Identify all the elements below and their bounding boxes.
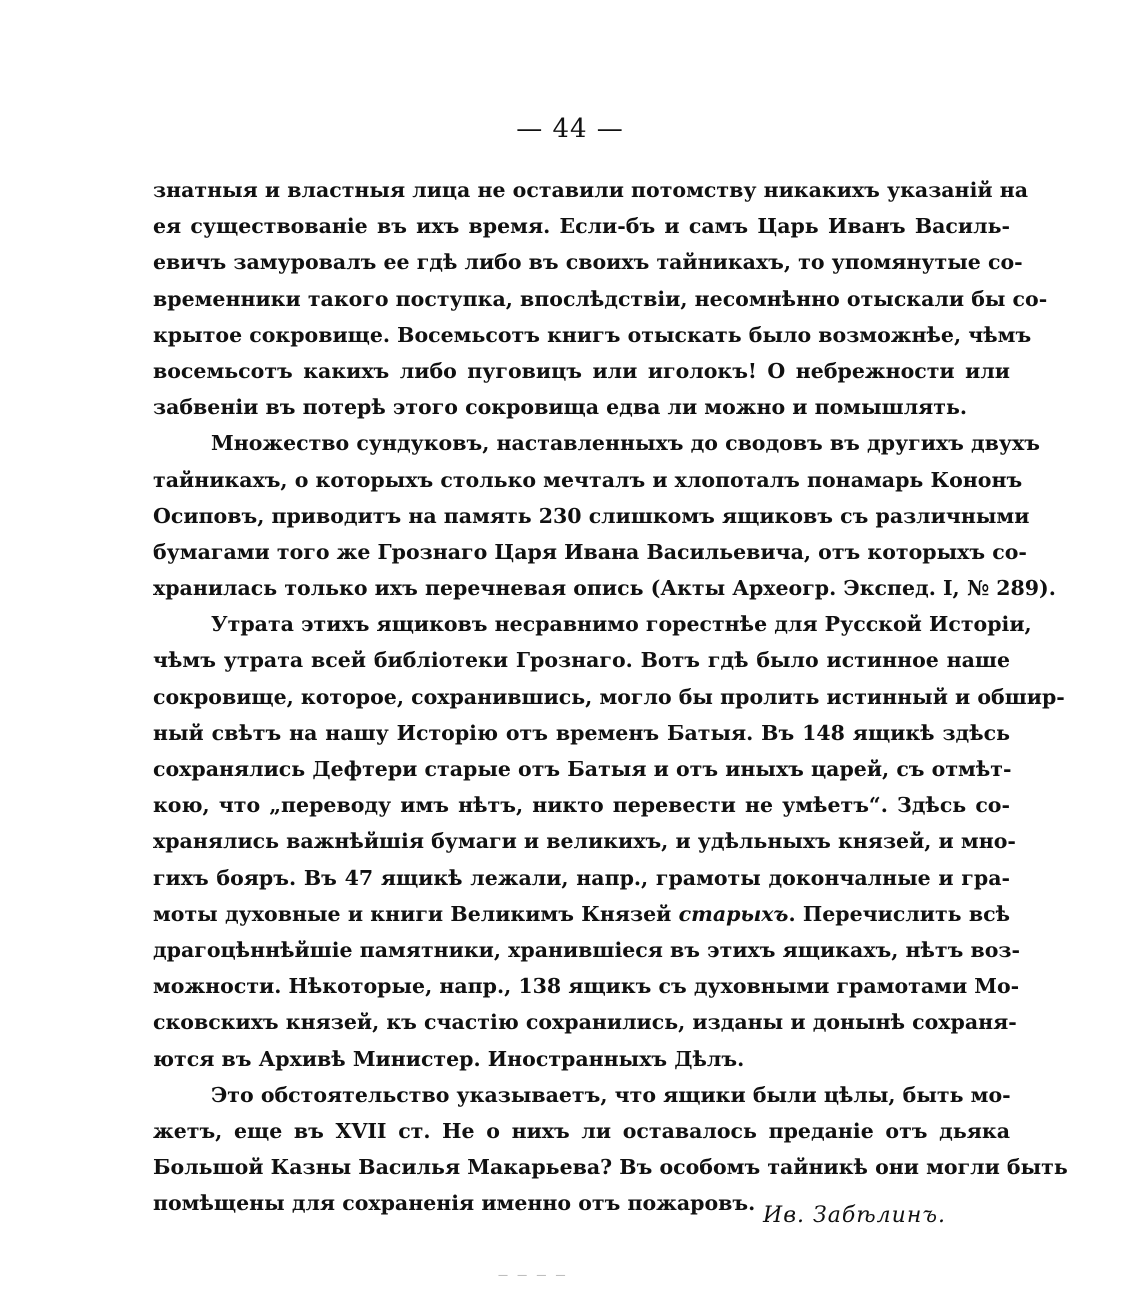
- text-line: сковскихъ князей, къ счастію сохранились, изданы и донынѣ сохраня-: [153, 1010, 1017, 1035]
- text-line: евичъ замуровалъ ее гдѣ либо въ своихъ тайникахъ, то упомянутые со-: [153, 250, 1023, 275]
- text-line: восемьсотъ какихъ либо пуговицъ или иголокъ! О небрежности или: [153, 358, 1010, 383]
- text-line: кою, что „переводу имъ нѣтъ, никто перевести не умѣетъ“. Здѣсь со-: [153, 793, 1010, 818]
- text-line: ный свѣтъ на нашу Исторію отъ временъ Батыя. Въ 148 ящикѣ здѣсь: [153, 720, 1010, 745]
- body-text: [153, 172, 1068, 1221]
- text-line: тайникахъ, о которыхъ столько мечталъ и хлопоталъ понамарь Кононъ: [153, 467, 1023, 492]
- text-line: забвеніи въ потерѣ этого сокровища едва ли можно и помышлять.: [153, 395, 968, 420]
- text-line: [153, 896, 1010, 932]
- bottom-rule-decoration: — — — —: [498, 1270, 569, 1281]
- text-line: знатныя и властныя лица не оставили потомству никакихъ указаній на: [153, 178, 1028, 202]
- text-line: ея существованіе въ ихъ время. Если-бъ и самъ Царь Иванъ Василь-: [153, 214, 1010, 239]
- text-line: гихъ бояръ. Въ 47 ящикѣ лежали, напр., грамоты докончалные и гра-: [153, 865, 1010, 890]
- text-line: хранилась только ихъ перечневая опись (Акты Археогр. Экспед. I, № 289).: [153, 576, 1056, 601]
- text-line: можности. Нѣкоторые, напр., 138 ящикъ съ духовными грамотами Мо-: [153, 974, 1020, 999]
- text-line: жетъ, еще въ XVII ст. Не о нихъ ли оставалось преданіе отъ дьяка: [153, 1118, 1010, 1143]
- text-line: Утрата этихъ ящиковъ несравнимо горестнѣе для Русской Исторіи,: [211, 612, 1032, 637]
- text-line: чѣмъ утрата всей библіотеки Грознаго. Вотъ гдѣ было истинное наше: [153, 648, 1010, 673]
- text-line: временники такого поступка, впослѣдствіи, несомнѣнно отыскали бы со-: [153, 286, 1048, 311]
- text-line: крытое сокровище. Восемьсотъ книгъ отыскать было возможнѣе, чѣмъ: [153, 322, 1032, 347]
- text-line: помѣщены для сохраненія именно отъ пожаровъ.: [153, 1191, 756, 1216]
- text-segment: . Перечислить всѣ: [788, 901, 1011, 926]
- text-line: сокровище, которое, сохранившись, могло бы пролить истинный и обшир-: [153, 684, 1065, 709]
- italic-word: старыхъ: [678, 901, 789, 926]
- text-segment: моты духовные и книги Великимъ Князей: [153, 901, 672, 926]
- text-line: ются въ Архивѣ Министер. Иностранныхъ Дѣлъ.: [153, 1046, 745, 1071]
- text-line: хранялись важнѣйшія бумаги и великихъ, и удѣльныхъ князей, и мно-: [153, 829, 1016, 854]
- text-line: сохранялись Дефтери старые отъ Батыя и отъ иныхъ царей, съ отмѣт-: [153, 757, 1012, 781]
- text-line: драгоцѣннѣйшіе памятники, хранившіеся въ этихъ ящикахъ, нѣтъ воз-: [153, 937, 1020, 962]
- text-line: Это обстоятельство указываетъ, что ящики были цѣлы, быть мо-: [211, 1082, 1011, 1107]
- text-line: бумагами того же Грознаго Царя Ивана Васильевича, отъ которыхъ со-: [153, 539, 1027, 564]
- text-line: Осиповъ, приводитъ на память 230 слишкомъ ящиковъ съ различными: [153, 503, 1030, 528]
- text-line: Большой Казны Василья Макарьева? Въ особомъ тайникѣ они могли быть: [153, 1155, 1068, 1180]
- author-signature: Ив. Забѣлинъ.: [763, 1203, 946, 1228]
- page-number: — 44 —: [516, 114, 624, 144]
- text-line: Множество сундуковъ, наставленныхъ до сводовъ въ другихъ двухъ: [211, 431, 1040, 456]
